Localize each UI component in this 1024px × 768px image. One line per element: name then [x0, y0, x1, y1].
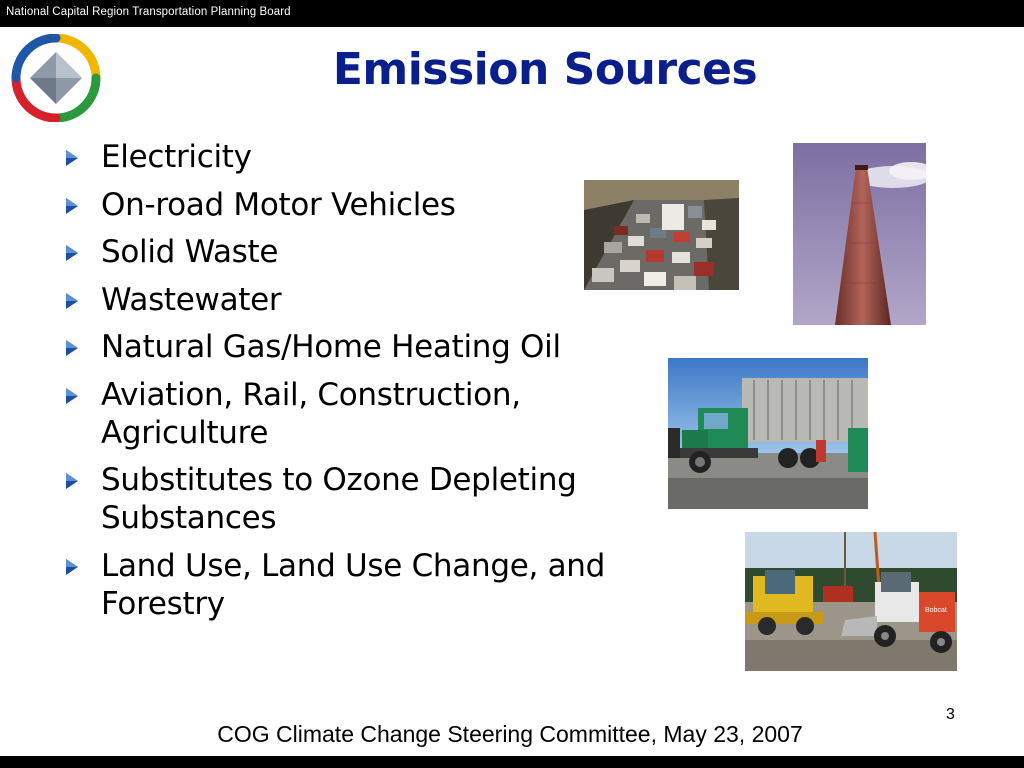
list-item	[66, 328, 666, 366]
footer-text: COG Climate Change Steering Committee, May 23, 2007	[217, 721, 803, 747]
triangle-bullet-icon	[66, 150, 78, 166]
triangle-bullet-icon	[66, 245, 78, 261]
list-item	[66, 138, 666, 176]
cog-logo-icon	[10, 34, 102, 122]
garbage-truck-photo	[668, 358, 868, 509]
list-item	[66, 281, 666, 319]
list-item	[66, 547, 666, 623]
triangle-bullet-icon	[66, 559, 78, 575]
triangle-bullet-icon	[66, 340, 78, 356]
bullet-text: Substitutes to Ozone Depleting Substances	[101, 462, 577, 536]
slide-title: Emission Sources	[332, 44, 758, 95]
list-item	[66, 461, 666, 537]
bullet-text: Wastewater	[101, 281, 282, 318]
list-item	[66, 376, 666, 452]
bullet-text: Natural Gas/Home Heating Oil	[101, 329, 561, 365]
triangle-bullet-icon	[66, 388, 78, 404]
bullet-text: On-road Motor Vehicles	[101, 186, 456, 223]
bullet-text: Aviation, Rail, Construction, Agriculture	[101, 376, 521, 451]
header-bar	[0, 0, 1024, 27]
bullet-text: Land Use, Land Use Change, and Forestry	[101, 547, 605, 622]
bobcat-label: Bobcat	[925, 607, 947, 614]
smokestack-photo	[793, 143, 926, 325]
list-item	[66, 233, 666, 271]
bullet-text: Electricity	[101, 139, 252, 175]
organization-name: National Capital Region Transportation Planning Board	[6, 6, 291, 18]
emission-sources-list	[66, 138, 666, 632]
triangle-bullet-icon	[66, 473, 78, 489]
bullet-text: Solid Waste	[101, 234, 279, 270]
construction-equipment-photo	[745, 532, 957, 671]
list-item	[66, 186, 666, 224]
footer-bar	[0, 756, 1024, 768]
triangle-bullet-icon	[66, 293, 78, 309]
traffic-photo	[584, 180, 739, 290]
page-number: 3	[946, 706, 955, 723]
triangle-bullet-icon	[66, 198, 78, 214]
